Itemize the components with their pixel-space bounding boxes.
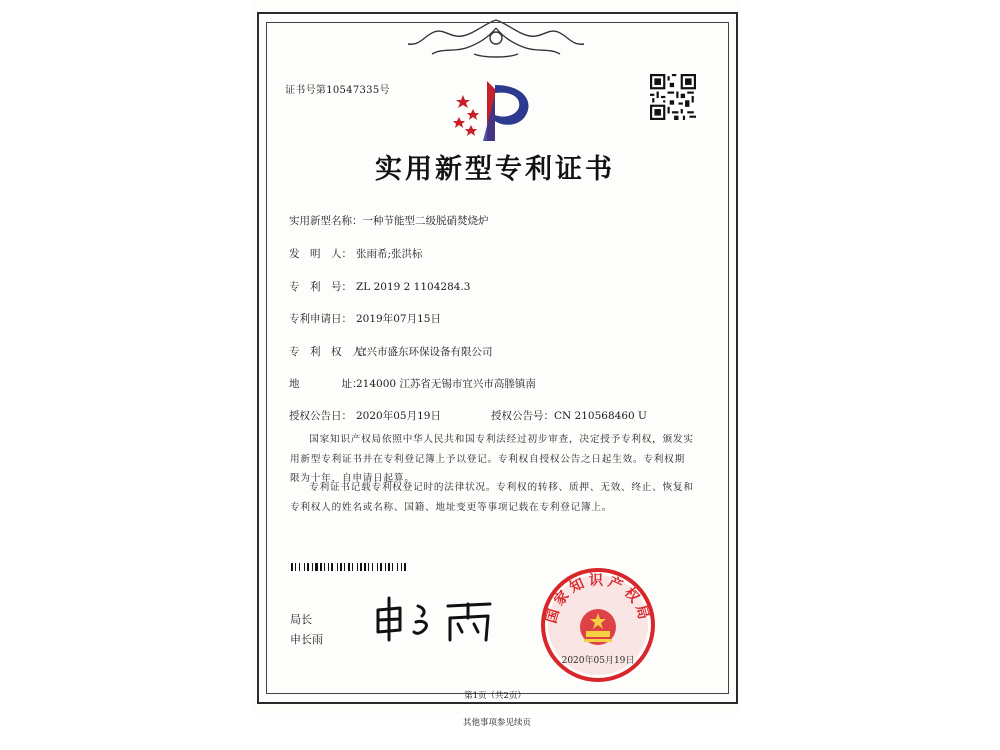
field-utility-model-name (289, 213, 489, 228)
statement-paragraph-1: 国家知识产权局依照中华人民共和国专利法经过初步审查，决定授予专利权，颁发实用新型专利证书并在专利登记簿上予以登记。专利权自授权公告之日起生效。专利权期限为十年，自申请日起算。 (290, 434, 694, 484)
field-value: ZL 2019 2 1104284.3 (356, 281, 471, 293)
top-ornament (404, 14, 588, 62)
field-label: 实用新型名称： (289, 215, 363, 227)
field-label: 专利申请日： (289, 313, 352, 325)
national-emblem-icon (580, 609, 616, 645)
field-value: 张雨希;张洪标 (356, 248, 423, 260)
field-address (289, 376, 536, 391)
field-label: 地 址： (289, 378, 363, 390)
field-grant-date (289, 408, 441, 423)
field-inventor (289, 246, 423, 261)
field-value: 2019年07月15日 (356, 313, 441, 325)
barcode-icon (291, 563, 471, 571)
director-title: 局长 (290, 613, 312, 626)
field-label: 授权公告号： (491, 410, 554, 422)
field-patent-number (289, 279, 470, 294)
field-label: 授权公告日： (289, 410, 352, 422)
seal-text: 国家知识产权局 (543, 573, 653, 626)
field-value: 宜兴市盛东环保设备有限公司 (356, 346, 493, 358)
field-value: 2020年05月19日 (356, 410, 441, 422)
qr-code-icon (650, 74, 696, 120)
field-label: 发 明 人： (289, 248, 352, 260)
field-label: 专 利 权 人： (289, 346, 373, 358)
director-name: 申长雨 (290, 633, 323, 646)
field-value: 一种节能型二级脱硝焚烧炉 (362, 215, 489, 227)
field-patentee (289, 344, 493, 359)
official-seal (538, 565, 658, 685)
seal-date: 2020年05月19日 (561, 656, 635, 666)
field-value: CN 210568460 U (554, 410, 647, 422)
footer-note: 其他事项参见续页 (462, 718, 531, 728)
certificate-number: 证书号第10547335号 (285, 85, 390, 96)
page-number: 第1页（共2页） (464, 691, 526, 701)
field-value: 214000 江苏省无锡市宜兴市高塍镇南 (356, 378, 536, 390)
certificate-title: 实用新型专利证书 (375, 154, 615, 185)
field-application-date (289, 311, 441, 326)
field-label: 专 利 号： (289, 281, 352, 293)
director-signature (370, 590, 500, 645)
statement-paragraph-2: 专利证书记载专利权登记时的法律状况。专利权的转移、质押、无效、终止、恢复和专利权人的姓名或名称、国籍、地址变更等事项记载在专利登记簿上。 (290, 482, 694, 513)
field-grant-announcement-number (491, 408, 647, 423)
cnipa-logo-icon (443, 75, 535, 143)
